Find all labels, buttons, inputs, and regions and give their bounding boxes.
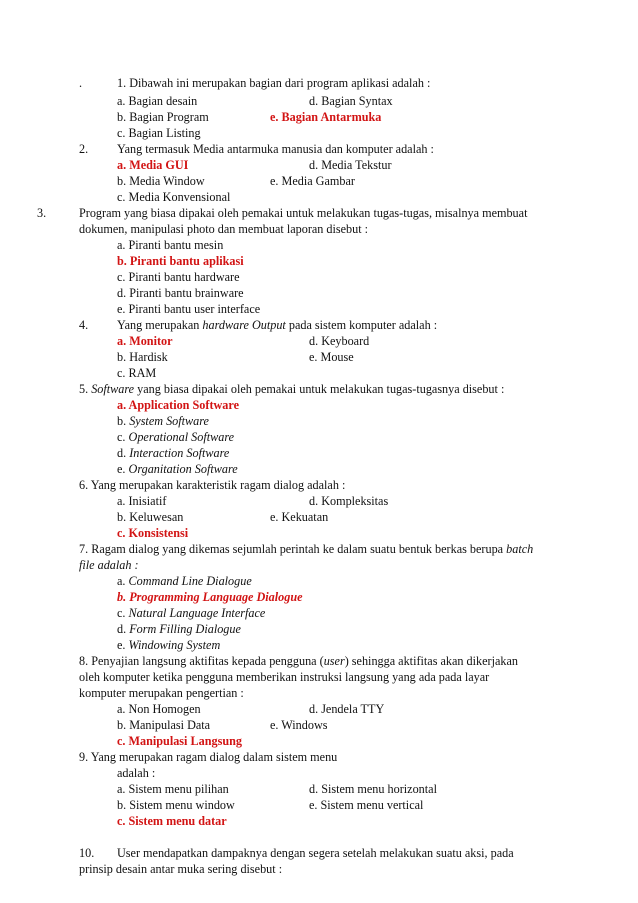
q5-option-c: c. Operational Software <box>117 430 235 444</box>
q9-question-line2: adalah : <box>117 766 156 780</box>
q4-option-c: c. RAM <box>117 366 157 380</box>
q8-question-line3: komputer merupakan pengertian : <box>79 686 244 700</box>
q3-option-b-answer: b. Piranti bantu aplikasi <box>117 254 244 268</box>
q1-option-a: a. Bagian desain <box>117 94 198 108</box>
q2-option-c: c. Media Konvensional <box>117 190 231 204</box>
q3-number: 3. <box>37 206 47 220</box>
q5-option-b: b. System Software <box>117 414 209 428</box>
q7-option-d: d. Form Filling Dialogue <box>117 622 241 636</box>
q6-option-a: a. Inisiatif <box>117 494 167 508</box>
q2-option-b: b. Media Window <box>117 174 205 188</box>
q1-marker: . <box>79 76 83 90</box>
q9-option-e: e. Sistem menu vertical <box>309 798 424 812</box>
q4-option-d: d. Keyboard <box>309 334 370 348</box>
q1-option-d: d. Bagian Syntax <box>309 94 393 108</box>
q8-option-e: e. Windows <box>270 718 328 732</box>
q1-option-b: b. Bagian Program <box>117 110 209 124</box>
q6-option-e: e. Kekuatan <box>270 510 329 524</box>
q9-option-a: a. Sistem menu pilihan <box>117 782 229 796</box>
q9-option-b: b. Sistem menu window <box>117 798 235 812</box>
q8-option-c-answer: c. Manipulasi Langsung <box>117 734 242 748</box>
q3-question-line1: Program yang biasa dipakai oleh pemakai untuk melakukan tugas-tugas, misalnya membuat <box>79 206 528 220</box>
q8-option-b: b. Manipulasi Data <box>117 718 211 732</box>
q7-option-a: a. Command Line Dialogue <box>117 574 252 588</box>
q3-option-a: a. Piranti bantu mesin <box>117 238 224 252</box>
q1-question: 1. Dibawah ini merupakan bagian dari program aplikasi adalah : <box>117 76 431 90</box>
q6-option-d: d. Kompleksitas <box>309 494 389 508</box>
q9-option-d: d. Sistem menu horizontal <box>309 782 437 796</box>
q7-option-e: e. Windowing System <box>117 638 221 652</box>
q5-question: 5. Software yang biasa dipakai oleh pemakai untuk melakukan tugas-tugasnya disebut : <box>79 382 505 396</box>
q2-number: 2. <box>79 142 89 156</box>
q7-question-line1: 7. Ragam dialog yang dikemas sejumlah perintah ke dalam suatu bentuk berkas berupa batch <box>79 542 534 556</box>
q8-option-d: d. Jendela TTY <box>309 702 385 716</box>
q5-option-e: e. Organitation Software <box>117 462 238 476</box>
q3-option-e: e. Piranti bantu user interface <box>117 302 261 316</box>
q3-option-d: d. Piranti bantu brainware <box>117 286 244 300</box>
q2-option-d: d. Media Tekstur <box>309 158 392 172</box>
q4-option-a-answer: a. Monitor <box>117 334 173 348</box>
q9-question-line1: 9. Yang merupakan ragam dialog dalam sistem menu <box>79 750 338 764</box>
q7-option-c: c. Natural Language Interface <box>117 606 266 620</box>
q10-number: 10. <box>79 846 95 860</box>
q8-question-line2: oleh komputer ketika pengguna memberikan instruksi langsung yang ada pada layar <box>79 670 490 684</box>
q4-number: 4. <box>79 318 89 332</box>
q4-option-b: b. Hardisk <box>117 350 168 364</box>
q1-option-e-answer: e. Bagian Antarmuka <box>270 110 382 124</box>
q5-option-a-answer: a. Application Software <box>117 398 239 412</box>
q10-question-line1: User mendapatkan dampaknya dengan segera setelah melakukan suatu aksi, pada <box>117 846 514 860</box>
q4-option-e: e. Mouse <box>309 350 354 364</box>
q3-option-c: c. Piranti bantu hardware <box>117 270 240 284</box>
q7-option-b-answer: b. Programming Language Dialogue <box>117 590 303 604</box>
q6-question: 6. Yang merupakan karakteristik ragam dialog adalah : <box>79 478 346 492</box>
q8-option-a: a. Non Homogen <box>117 702 201 716</box>
q6-option-c-answer: c. Konsistensi <box>117 526 189 540</box>
q8-question-line1: 8. Penyajian langsung aktifitas kepada pengguna (user) sehingga aktifitas akan dikerjakan <box>79 654 518 668</box>
q2-option-a-answer: a. Media GUI <box>117 158 189 172</box>
q7-question-line2: file adalah : <box>79 558 139 572</box>
q2-question: Yang termasuk Media antarmuka manusia dan komputer adalah : <box>117 142 434 156</box>
q9-option-c-answer: c. Sistem menu datar <box>117 814 227 828</box>
q6-option-b: b. Keluwesan <box>117 510 184 524</box>
q5-option-d: d. Interaction Software <box>117 446 230 460</box>
q3-question-line2: dokumen, manipulasi photo dan membuat laporan disebut : <box>79 222 369 236</box>
q4-question: Yang merupakan hardware Output pada sistem komputer adalah : <box>117 318 438 332</box>
q1-option-c: c. Bagian Listing <box>117 126 201 140</box>
q10-question-line2: prinsip desain antar muka sering disebut : <box>79 862 283 876</box>
q2-option-e: e. Media Gambar <box>270 174 355 188</box>
